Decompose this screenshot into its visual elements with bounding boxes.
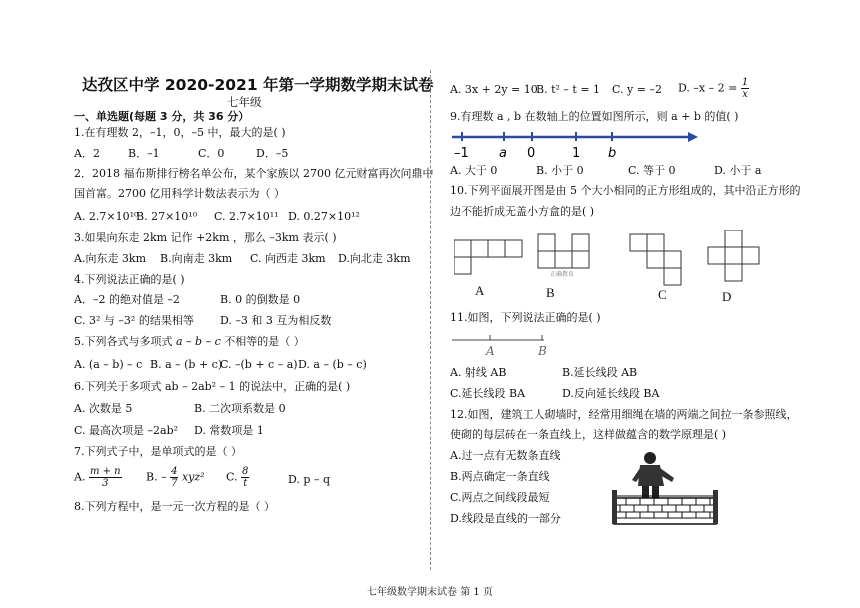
q8-option-a: A. 3x + 2y = 10 (450, 83, 538, 96)
q10-net-figures (454, 230, 784, 290)
net-c (630, 234, 681, 285)
q2-stem-line1: 2．2018 福布斯排行榜名单公布，某个家族以 2700 亿元财富再次问鼎中 (74, 167, 434, 180)
page-footer: 七年级数学期末试卷 第 1 页 (367, 587, 493, 598)
q1-option-a: A．2 (74, 147, 100, 160)
q3-option-c: C. 向西走 3km (250, 252, 326, 265)
q12-option-b: B.两点确定一条直线 (450, 470, 550, 483)
q4-option-a: A．–2 的绝对值是 –2 (74, 293, 180, 306)
q8-option-c: C. y = –2 (612, 83, 662, 96)
q5-stem-pre: 5.下列各式与多项式 (74, 335, 173, 348)
axis-label-zero: 0 (527, 146, 536, 161)
q10-stem-line1: 10.下列平面展开图是由 5 个大小相同的正方形组成的，其中沿正方形的 (450, 184, 801, 197)
axis-label-one: 1 (572, 146, 581, 161)
fraction-denominator: 7 (171, 478, 178, 489)
q11-option-d: D.反向延长线段 BA (562, 387, 660, 400)
q10-stem-line2: 边不能折成无盖小方盒的是( ) (450, 205, 595, 218)
q4-option-b: B. 0 的倒数是 0 (220, 293, 301, 306)
q6-option-b: B. 二次项系数是 0 (194, 402, 286, 415)
q9-option-d: D. 小于 a (714, 164, 762, 177)
q2-option-d: D. 0.27×10¹² (288, 210, 360, 223)
column-divider (430, 70, 431, 570)
q7-option-a-fraction (89, 466, 122, 489)
q5-stem (74, 335, 305, 349)
axis-label-minus-one: –1 (454, 146, 469, 161)
q3-option-a: A.向东走 3km (74, 252, 147, 265)
fraction-denominator: x (742, 89, 748, 100)
q8-option-d-fraction (741, 77, 749, 100)
q4-stem: 4.下列说法正确的是( ) (74, 273, 185, 286)
fraction-numerator: 1 (741, 77, 749, 88)
q1-option-d: D．–5 (256, 147, 289, 160)
q5-stem-expression: a – b – c (176, 335, 221, 348)
fraction-numerator: 4 (171, 466, 178, 477)
axis-label-a: a (499, 146, 507, 161)
q8-option-b: B. t² – t = 1 (536, 83, 601, 96)
q7-option-b-fraction (170, 466, 178, 489)
q12-stem-line2: 使砌的每层砖在一条直线上，这样做蕴含的数学原理是( ) (450, 428, 727, 441)
q7-option-a (74, 466, 122, 489)
q11-option-a: A. 射线 AB (450, 366, 507, 379)
q11-option-c: C.延长线段 BA (450, 387, 526, 400)
point-label-b: B (538, 344, 547, 358)
fraction-numerator: 8 (242, 466, 249, 477)
q3-option-b: B.向南走 3km (160, 252, 233, 265)
net-a (454, 240, 522, 274)
q9-stem: 9.有理数 a , b 在数轴上的位置如图所示，则 a + b 的值( ) (450, 110, 739, 123)
q2-option-b: B. 27×10¹⁰ (136, 210, 198, 223)
q2-option-c: C. 2.7×10¹¹ (214, 210, 279, 223)
q7-option-d: D. p – q (288, 473, 330, 486)
q5-option-a: A. (a – b) – c (74, 358, 143, 371)
q5-option-d: D. a – (b – c) (298, 358, 367, 371)
q7-option-a-letter: A. (74, 470, 86, 484)
q12-option-a: A.过一点有无数条直线 (450, 449, 561, 462)
q9-option-c: C. 等于 0 (628, 164, 676, 177)
q6-stem: 6.下列关于多项式 ab – 2ab² – 1 的说法中，正确的是( ) (74, 380, 351, 393)
q2-stem-line2: 国首富。2700 亿用科学计数法表示为（ ） (74, 187, 285, 200)
q1-option-b: B．–1 (128, 147, 160, 160)
q8-option-d (678, 77, 749, 100)
net-label-b: B (546, 285, 555, 300)
q5-stem-post: 不相等的是（ ） (224, 335, 305, 348)
q12-stem-line1: 12.如图，建筑工人砌墙时，经常用细绳在墙的两端之间拉一条参照线， (450, 408, 798, 421)
q1-option-c: C．0 (198, 147, 225, 160)
q3-stem: 3.如果向东走 2km 记作 +2km ，那么 –3km 表示( ) (74, 231, 337, 244)
q12-option-d: D.线段是直线的一部分 (450, 512, 561, 525)
q5-option-b: B. a – (b + c) (150, 358, 223, 371)
grade-label: 七年级 (227, 95, 262, 109)
q4-option-d: D. –3 和 3 互为相反数 (220, 314, 332, 327)
watermark-text: 正确教育 (550, 271, 575, 278)
q5-option-c: C. –(b + c – a) (220, 358, 298, 371)
net-b (538, 234, 589, 268)
q7-option-b (146, 466, 205, 489)
net-label-d: D (722, 289, 732, 304)
q12-option-c: C.两点之间线段最短 (450, 491, 550, 504)
q6-option-d: D. 常数项是 1 (194, 424, 264, 437)
bricklayer-illustration (610, 450, 722, 526)
fraction-numerator: m + n (89, 466, 121, 477)
q7-option-c (226, 466, 249, 489)
q8-stem: 8.下列方程中，是一元一次方程的是（ ） (74, 500, 275, 513)
q9-option-a: A. 大于 0 (450, 164, 498, 177)
q2-option-a: A. 2.7×10¹⁰ (74, 210, 139, 223)
net-label-a: A (475, 283, 485, 298)
q7-option-b-letter: B. – (146, 470, 167, 484)
q3-option-d: D.向北走 3km (338, 252, 411, 265)
q6-option-c: C. 最高次项是 –2ab² (74, 424, 179, 437)
q6-option-a: A. 次数是 5 (74, 402, 133, 415)
axis-label-b: b (608, 146, 617, 161)
q8-option-d-lhs: D. –x – 2 = (678, 81, 738, 95)
q7-option-c-fraction (241, 466, 249, 489)
fraction-denominator: 3 (102, 478, 109, 489)
section-heading: 一、单选题(每题 3 分，共 36 分） (74, 110, 250, 123)
q7-stem: 7.下列式子中，是单项式的是（ ） (74, 445, 242, 458)
net-d (708, 230, 759, 281)
q4-option-c: C. 3² 与 –3² 的结果相等 (74, 314, 194, 327)
net-label-c: C (658, 287, 667, 302)
q9-option-b: B. 小于 0 (536, 164, 584, 177)
page-title: 达孜区中学 2020-2021 年第一学期数学期末试卷 (82, 76, 434, 94)
q11-option-b: B.延长线段 AB (562, 366, 638, 379)
q7-option-c-letter: C. (226, 470, 238, 484)
q7-option-b-variables: xyz² (181, 470, 205, 484)
q1-stem: 1.在有理数 2，–1，0，–5 中，最大的是( ) (74, 126, 286, 139)
point-label-a: A (486, 344, 495, 358)
q11-stem: 11.如图，下列说法正确的是( ) (450, 311, 601, 324)
q11-segment-figure (450, 330, 570, 358)
fraction-denominator: t (243, 478, 248, 489)
q9-number-line (450, 128, 700, 162)
